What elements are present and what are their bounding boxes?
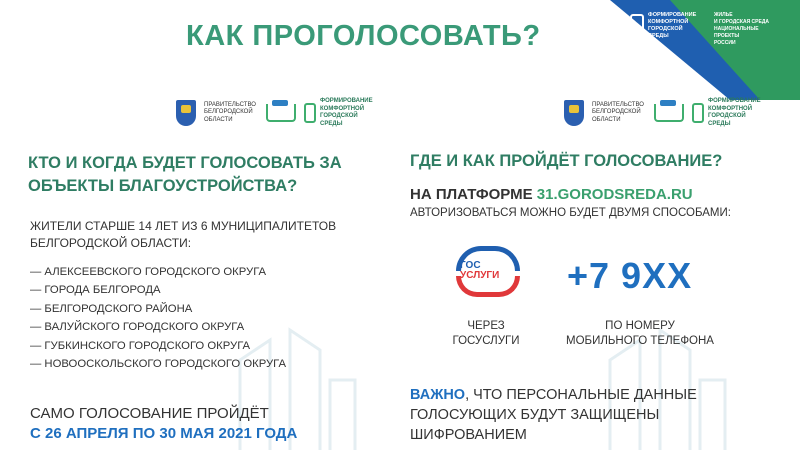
list-item: — АЛЕКСЕЕВСКОГО ГОРОДСКОГО ОКРУГА bbox=[30, 266, 267, 278]
program-logo bbox=[692, 98, 766, 128]
caption-phone: ПО НОМЕРУ МОБИЛЬНОГО ТЕЛЕФОНА bbox=[566, 320, 714, 347]
belgorod-crest-icon bbox=[564, 100, 584, 126]
corner-logo-formirovanie-text: ФОРМИРОВАНИЕ КОМФОРТНОЙ ГОРОДСКОЙ СРЕДЫ bbox=[648, 12, 697, 39]
list-item: — ГОРОДА БЕЛГОРОДА bbox=[30, 284, 161, 297]
list-item: — НОВООСКОЛЬСКОГО ГОРОДСКОГО ОКРУГА bbox=[30, 357, 287, 370]
platform-link[interactable]: 31.GORODSREDA.RU bbox=[536, 186, 693, 203]
government-logo-text: ПРАВИТЕЛЬСТВО БЕЛГОРОДСКОЙ ОБЛАСТИ bbox=[204, 101, 256, 123]
right-heading: ГДЕ И КАК ПРОЙДЁТ ГОЛОСОВАНИЕ? bbox=[410, 152, 723, 170]
program-icon bbox=[304, 103, 316, 123]
logo-row-right bbox=[564, 98, 766, 128]
page-title: КАК ПРОГОЛОСОВАТЬ? bbox=[186, 20, 541, 52]
important-text: , ЧТО ПЕРСОНАЛЬНЫЕ ДАННЫЕ ГОЛОСУЮЩИХ БУДУТ ЗАЩИЩЕНЫ ШИФРОВАНИЕМ bbox=[410, 387, 697, 443]
phone-number: +7 9XX bbox=[567, 255, 693, 296]
belgorod-crest-icon bbox=[176, 100, 196, 126]
vote-dates: С 26 АПРЕЛЯ ПО 30 МАЯ 2021 ГОДА bbox=[30, 425, 298, 442]
left-heading: КТО И КОГДА БУДЕТ ГОЛОСОВАТЬ ЗА ОБЪЕКТЫ БЛАГОУСТРОЙСТВА? bbox=[28, 154, 342, 195]
corner-logo-natsproekty bbox=[714, 12, 770, 62]
program-logo-text: ФОРМИРОВАНИЕ КОМФОРТНОЙ ГОРОДСКОЙ СРЕДЫ bbox=[320, 98, 373, 127]
list-item: — БЕЛГОРОДСКОГО РАЙОНА bbox=[30, 302, 193, 315]
important-label: ВАЖНО bbox=[410, 387, 466, 403]
corner-logo-natsproekty-text: ЖИЛЬЕ И ГОРОДСКАЯ СРЕДА НАЦИОНАЛЬНЫЕ ПРОЕКТЫ РОССИИ bbox=[714, 12, 770, 46]
list-item: — ГУБКИНСКОГО ГОРОДСКОГО ОКРУГА bbox=[30, 339, 251, 352]
gosuslugi-logo bbox=[456, 246, 514, 296]
logo-row-left bbox=[176, 98, 378, 128]
residents-text: ЖИТЕЛИ СТАРШЕ 14 ЛЕТ ИЗ 6 МУНИЦИПАЛИТЕТОВ БЕЛГОРОДСКОЙ ОБЛАСТИ: bbox=[30, 219, 337, 250]
vote-when-text: САМО ГОЛОСОВАНИЕ ПРОЙДЁТ bbox=[30, 405, 269, 422]
national-projects-icon bbox=[266, 104, 296, 122]
national-projects-icon bbox=[654, 104, 684, 122]
program-icon bbox=[692, 103, 704, 123]
important-note bbox=[410, 385, 770, 445]
platform-line bbox=[410, 186, 693, 203]
gosuslugi-word-gos: ГОС bbox=[460, 260, 481, 271]
gosuslugi-word-uslugi: УСЛУГИ bbox=[460, 270, 500, 281]
program-logo-text: ФОРМИРОВАНИЕ КОМФОРТНОЙ ГОРОДСКОЙ СРЕДЫ bbox=[708, 98, 761, 127]
platform-prefix: НА ПЛАТФОРМЕ bbox=[410, 186, 537, 203]
caption-gosuslugi: ЧЕРЕЗ ГОСУСЛУГИ bbox=[452, 320, 520, 347]
program-logo bbox=[304, 98, 378, 128]
list-item: — ВАЛУЙСКОГО ГОРОДСКОГО ОКРУГА bbox=[30, 321, 245, 334]
program-icon bbox=[630, 14, 644, 36]
government-logo-text: ПРАВИТЕЛЬСТВО БЕЛГОРОДСКОЙ ОБЛАСТИ bbox=[592, 101, 644, 123]
corner-logo-formirovanie bbox=[630, 12, 704, 62]
auth-methods-text: АВТОРИЗОВАТЬСЯ МОЖНО БУДЕТ ДВУМЯ СПОСОБАМИ: bbox=[410, 207, 731, 219]
corner-logos bbox=[630, 12, 788, 62]
municipality-list bbox=[30, 263, 286, 373]
